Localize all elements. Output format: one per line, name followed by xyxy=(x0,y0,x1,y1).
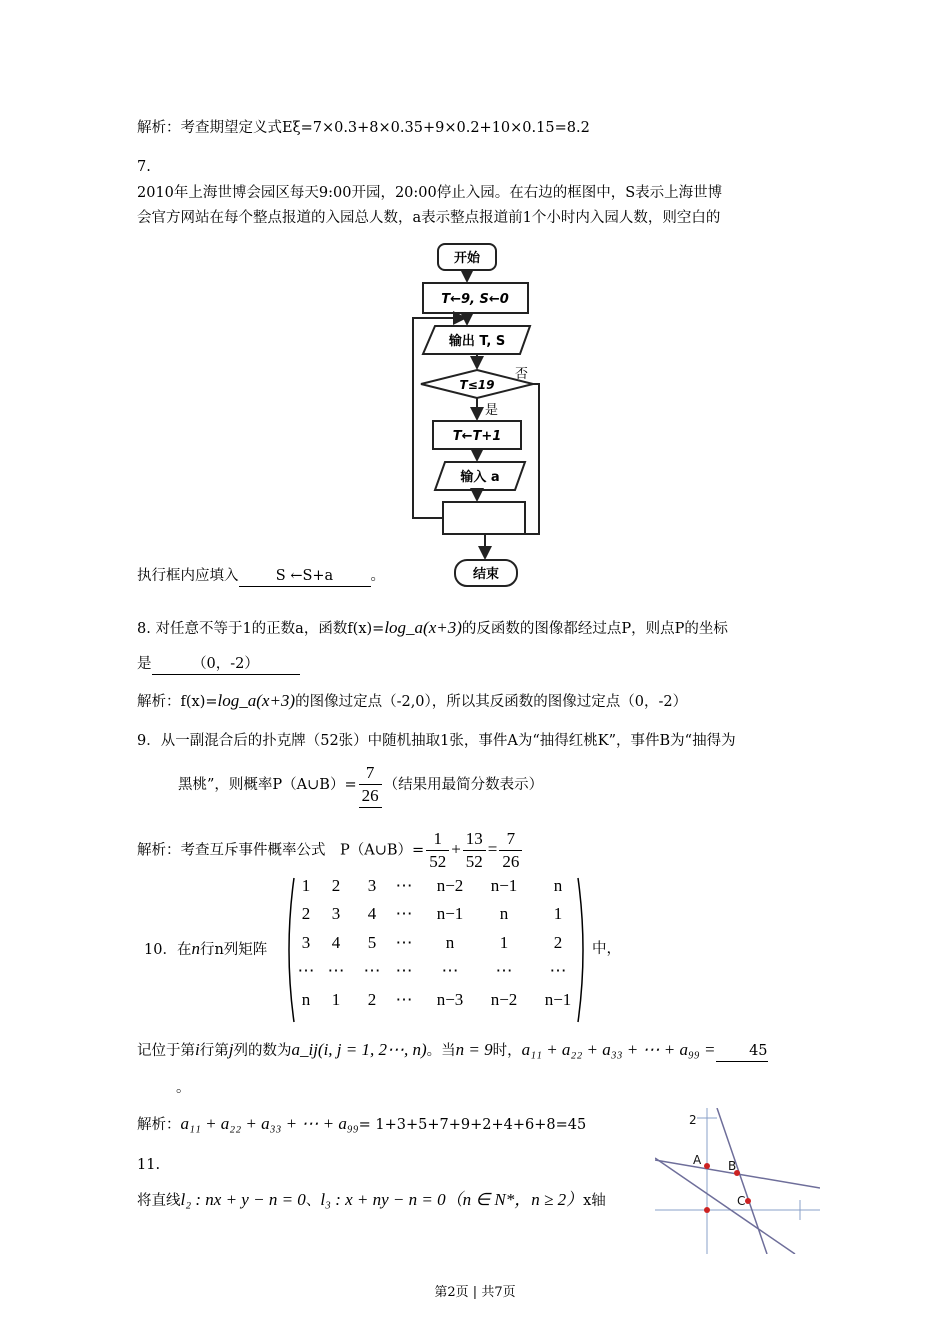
q9-fraction-2 xyxy=(463,828,486,873)
matrix-cell: 1 xyxy=(331,990,341,1009)
q10-i: i xyxy=(195,1040,200,1059)
q10-label-n: n xyxy=(191,939,200,958)
q7-answer-suffix: 。 xyxy=(370,568,385,584)
matrix-cell: 2 xyxy=(301,904,311,923)
q8-text-line2 xyxy=(137,654,300,675)
q8-analysis-a: 解析：f(x)= xyxy=(137,694,218,710)
matrix-cell: ⋯ xyxy=(549,961,567,980)
q8-analysis-b: 的图像过定点（-2,0），所以其反函数的图像过定点（0，-2） xyxy=(295,694,688,710)
q10-sum-expr: a₁₁ + a₂₂ + a₃₃ + ⋯ + a₉₉ = xyxy=(521,1040,716,1059)
flowchart-yes-label: 是 xyxy=(485,403,499,418)
q10-label-tail: 中， xyxy=(592,941,621,957)
q10-answer-blank: 45 xyxy=(716,1041,768,1062)
q10-tail: 。 xyxy=(176,1080,191,1096)
q10-j: j xyxy=(228,1040,234,1059)
flowchart-init-label: T←9, S←0 xyxy=(441,292,509,307)
q8-log-expr: log_a(x+3) xyxy=(384,618,462,637)
q8-answer-blank: （0，-2） xyxy=(152,654,300,675)
q10-label-b: 行n列矩阵 xyxy=(199,942,268,958)
flowchart-input-label: 输入 a xyxy=(460,470,500,485)
q7-answer-line xyxy=(137,566,385,587)
q8-analysis-expr: log_a(x+3) xyxy=(217,691,296,710)
matrix-cell: ⋯ xyxy=(395,876,413,895)
matrix-cell: 3 xyxy=(331,904,341,923)
q11-figure-point-b: B xyxy=(728,1159,737,1173)
q9-analysis: 解析：考查互斥事件概率公式 P（A∪B）= $\frac{1}{52}$ + $\frac{13}{52}$ = $\frac{7}{26}$ xyxy=(137,828,524,873)
matrix-cell: 4 xyxy=(367,904,377,923)
q9-answer-den: 26 xyxy=(361,786,379,805)
matrix-cell: ⋯ xyxy=(363,961,381,980)
q11-text-b: x轴 xyxy=(583,1193,606,1209)
flowchart-increment-label: T←T+1 xyxy=(452,429,502,444)
matrix-cell: 3 xyxy=(367,876,377,895)
q11-figure-point-c: C xyxy=(737,1194,746,1208)
flowchart-output-label: 输出 T, S xyxy=(448,334,506,349)
matrix-cell: ⋯ xyxy=(327,961,345,980)
q10-analysis xyxy=(137,1114,586,1135)
matrix-cell: ⋯ xyxy=(395,990,413,1009)
matrix-cell: 2 xyxy=(553,933,563,952)
q9-text-b: （结果用最简分数表示） xyxy=(383,777,544,793)
matrix-cell: 4 xyxy=(331,933,341,952)
matrix-cell: ⋯ xyxy=(441,961,459,980)
q9-answer-num: 7 xyxy=(359,762,382,785)
q7-answer-prefix: 执行框内应填入 xyxy=(137,568,239,584)
q11-line-l2: l₂ : nx + y − n = 0 xyxy=(180,1190,306,1209)
matrix-cell: 1 xyxy=(553,904,563,923)
q10-n-cond: n = 9 xyxy=(455,1040,493,1059)
q10-text-c: 列的数为 xyxy=(233,1043,292,1059)
flowchart-start-label: 开始 xyxy=(453,251,481,266)
q11-figure-y-label: 2 xyxy=(689,1113,697,1127)
q7-flowchart xyxy=(405,238,575,590)
q10-analysis-b: = 1+3+5+7+9+2+4+6+8=45 xyxy=(358,1117,587,1133)
q7-text-line1: 2010年上海世博会园区每天9:00开园，20:00停止入园。在右边的框图中，S表示上海世博 xyxy=(137,185,723,201)
q11-text xyxy=(137,1190,606,1211)
flowchart-condition-label: T≤19 xyxy=(459,378,495,392)
matrix-cell: n−1 xyxy=(436,904,464,923)
q10-analysis-sum: a₁₁ + a₂₂ + a₃₃ + ⋯ + a₉₉ xyxy=(180,1114,359,1133)
q11-figure xyxy=(655,1108,820,1254)
q10-text-e: 时， xyxy=(492,1043,522,1059)
q6-analysis: 解析：考查期望定义式Eξ=7×0.3+8×0.35+9×0.2+10×0.15=8.2 xyxy=(137,120,590,136)
q7-text-line2: 会官方网站在每个整点报道的入园总人数，a表示整点报道前1个小时内入园人数，则空白的 xyxy=(137,210,721,226)
q7-number: 7. xyxy=(137,159,151,175)
q10-label xyxy=(144,939,267,960)
q10-analysis-a: 解析： xyxy=(137,1117,181,1133)
flowchart-no-label: 否 xyxy=(515,367,529,382)
matrix-cell: n−2 xyxy=(436,876,464,895)
matrix-cell: n xyxy=(499,904,509,923)
q11-figure-point-a: A xyxy=(693,1153,702,1167)
q11-sep: 、 xyxy=(305,1193,321,1209)
matrix-cell: n xyxy=(553,876,563,895)
q9-f1-den: 52 xyxy=(429,852,447,871)
q9-fraction-1 xyxy=(426,828,449,873)
q9-analysis-a: 解析：考查互斥事件概率公式 P（A∪B）= xyxy=(137,842,425,859)
flowchart-end-label: 结束 xyxy=(472,567,500,582)
q11-condition: （n ∈ N*，n ≥ 2） xyxy=(445,1190,584,1209)
q11-number: 11. xyxy=(137,1157,161,1173)
q9-fraction-3 xyxy=(499,828,522,873)
q10-label-a: 10．在 xyxy=(144,942,192,958)
matrix-cell: ⋯ xyxy=(395,904,413,923)
q9-f3-den: 26 xyxy=(502,852,520,871)
page-footer: 第2页 | 共7页 xyxy=(434,1285,516,1300)
matrix-cell: 2 xyxy=(367,990,377,1009)
q8-answer-prefix: 是 xyxy=(137,656,152,672)
matrix-cell: n−3 xyxy=(436,990,464,1009)
matrix-cell: ⋯ xyxy=(297,961,315,980)
q8-text-line1 xyxy=(137,618,728,639)
q9-text-line1: 9．从一副混合后的扑克牌（52张）中随机抽取1张，事件A为“抽得红桃K”，事件B为“抽得为 xyxy=(137,733,736,749)
matrix-cell: ⋯ xyxy=(495,961,513,980)
q9-text-a: 黑桃”，则概率P（A∪B）= xyxy=(178,777,357,793)
q10-aij-expr: a_ij(i, j = 1, 2⋯, n) xyxy=(291,1040,427,1059)
q10-text-b: 行第 xyxy=(199,1043,229,1059)
q9-f1-num: 1 xyxy=(426,828,449,851)
q8-text-a: 8. 对任意不等于1的正数a，函数f(x)= xyxy=(137,621,385,637)
q9-text-line2 xyxy=(178,762,543,808)
matrix-cell: n−2 xyxy=(490,990,518,1009)
q10-matrix xyxy=(286,876,584,1022)
q8-text-b: 的反函数的图像都经过点P，则点P的坐标 xyxy=(461,621,728,637)
matrix-cell: n−1 xyxy=(544,990,572,1009)
q10-text-line2 xyxy=(137,1040,768,1062)
q10-text-d: 。当 xyxy=(426,1043,456,1059)
matrix-cell: 3 xyxy=(301,933,311,952)
q10-text-a: 记位于第 xyxy=(137,1043,195,1059)
matrix-cell: 1 xyxy=(499,933,509,952)
matrix-cell: 1 xyxy=(301,876,311,895)
matrix-cell: 2 xyxy=(331,876,341,895)
q11-text-a: 将直线 xyxy=(137,1193,181,1209)
matrix-cell: n xyxy=(445,933,455,952)
q11-line-l3: l₃ : x + ny − n = 0 xyxy=(320,1190,446,1209)
q8-analysis xyxy=(137,691,687,712)
matrix-cell: n xyxy=(301,990,311,1009)
q9-answer-fraction xyxy=(359,762,382,808)
q9-f2-den: 52 xyxy=(465,852,483,871)
q9-f3-num: 7 xyxy=(499,828,522,851)
matrix-cell: 5 xyxy=(367,933,377,952)
matrix-cell: ⋯ xyxy=(395,961,413,980)
matrix-cell: ⋯ xyxy=(395,933,413,952)
q9-f2-num: 13 xyxy=(463,828,486,851)
matrix-cell: n−1 xyxy=(490,876,518,895)
q7-answer-blank: S ←S+a xyxy=(239,566,371,587)
